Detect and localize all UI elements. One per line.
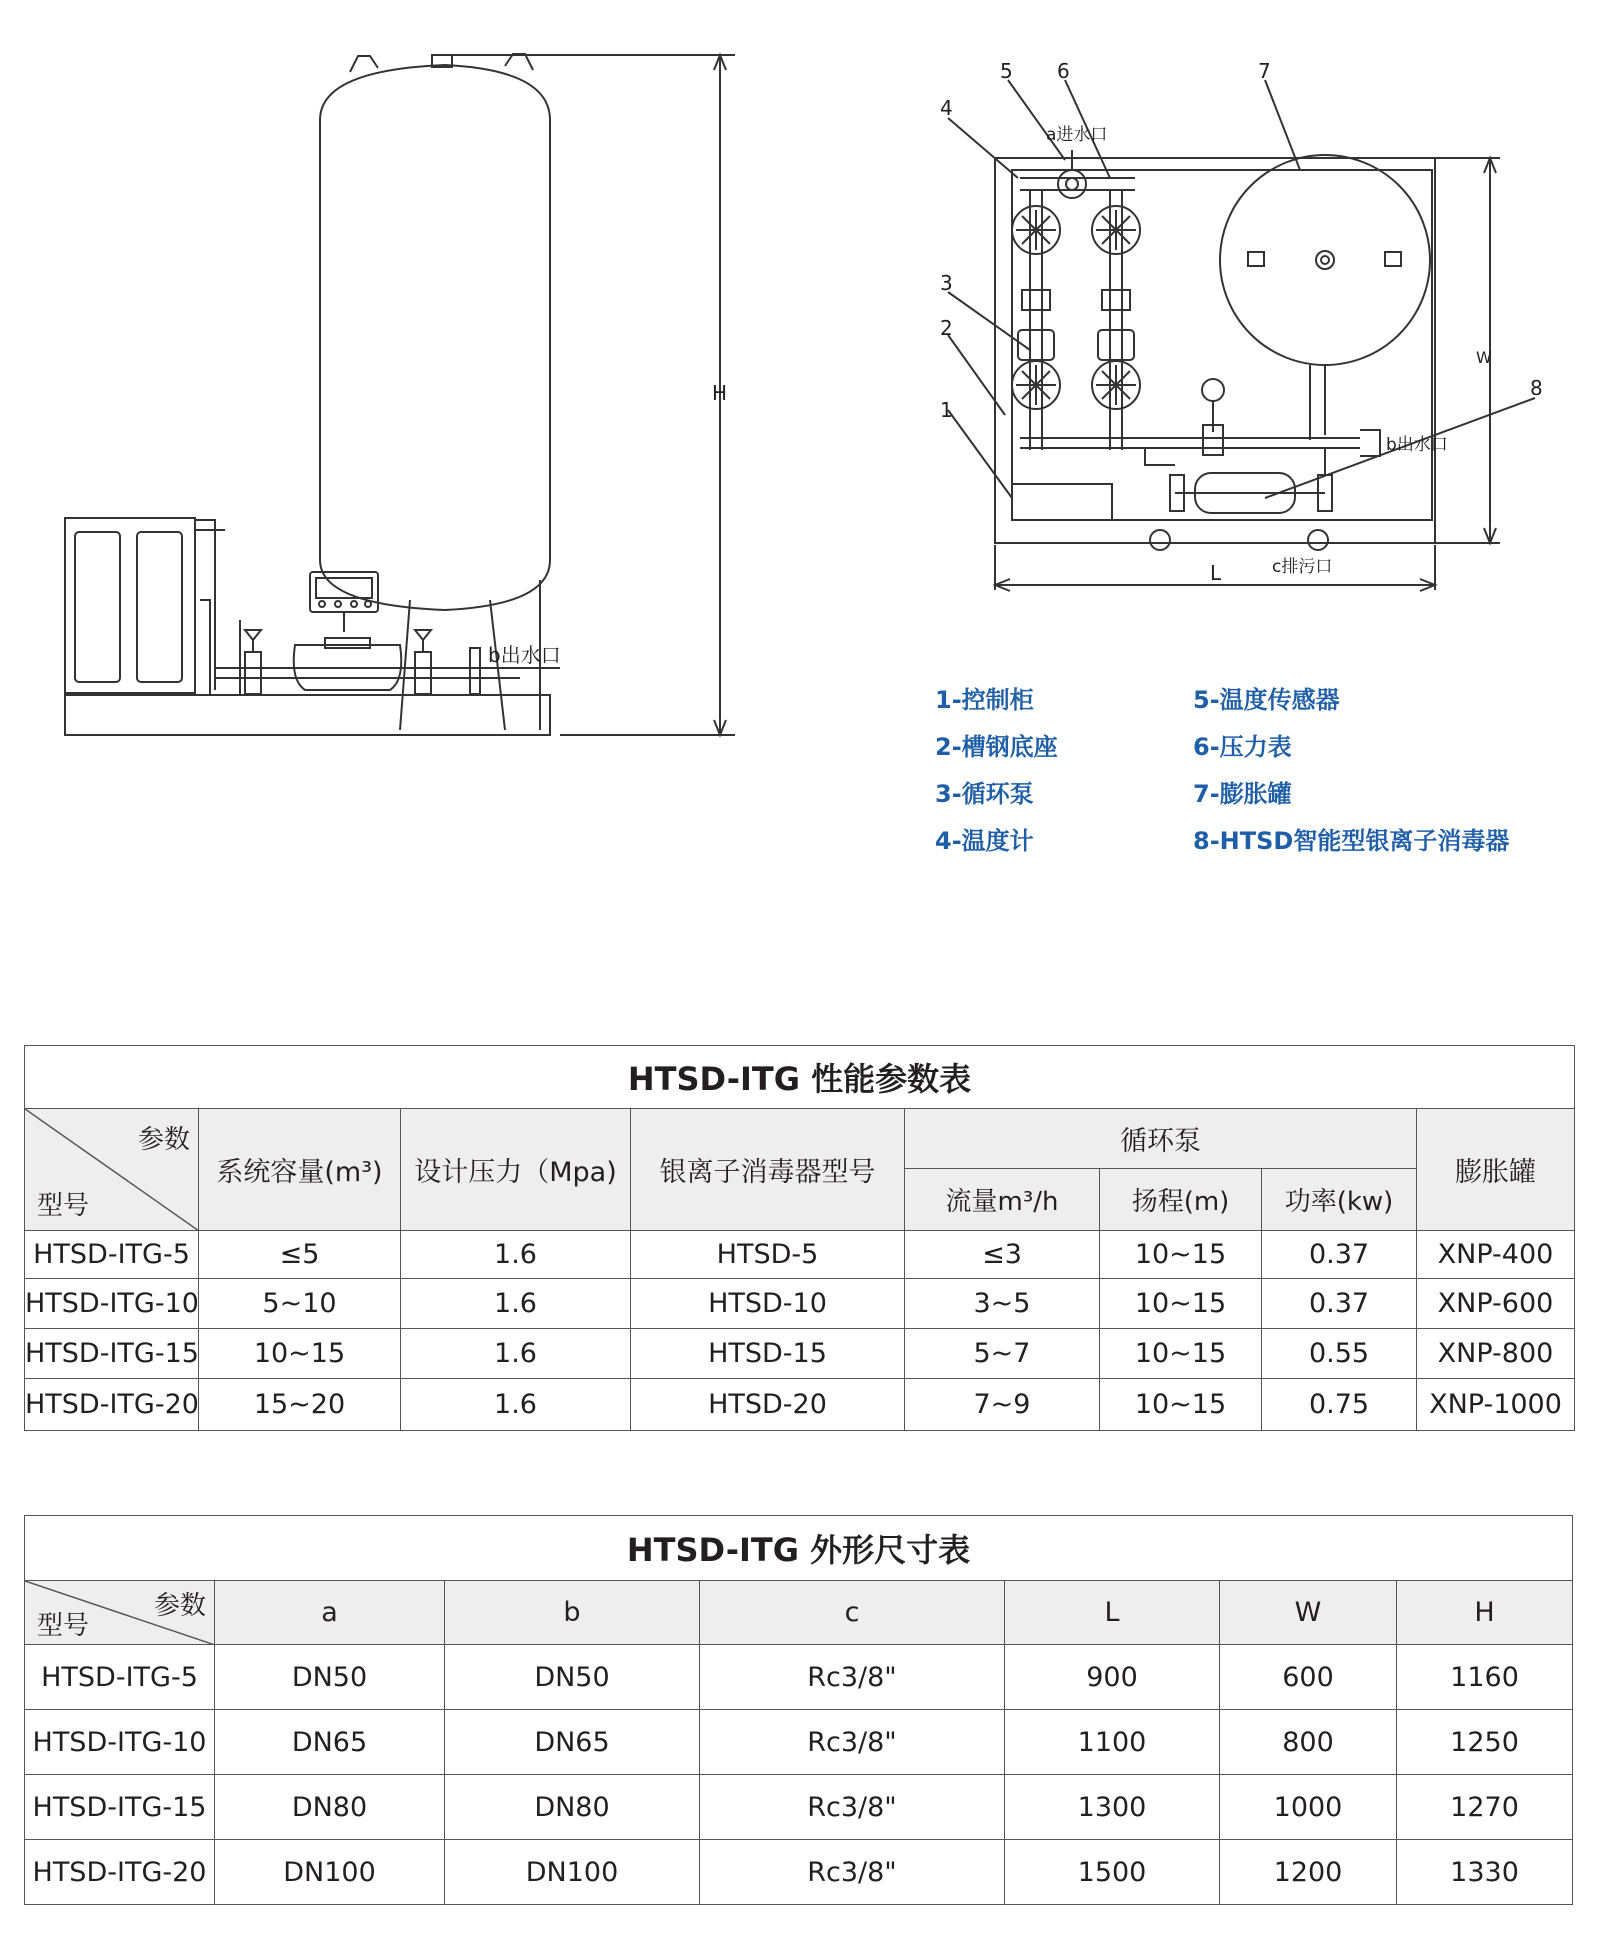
cell: 10~15 (199, 1329, 401, 1379)
table-row (25, 1775, 1573, 1840)
legend-item-6: 6-压力表 (1193, 733, 1292, 761)
performance-table-title: HTSD-ITG 性能参数表 (25, 1046, 1575, 1109)
cell: 3~5 (905, 1279, 1100, 1329)
cell: 10~15 (1100, 1231, 1262, 1279)
cell: ≤5 (199, 1231, 401, 1279)
legend-item-8: 8-HTSD智能型银离子消毒器 (1193, 827, 1510, 855)
cell: 5~10 (199, 1279, 401, 1329)
dimension-table (24, 1515, 1573, 1905)
header-pressure: 设计压力（Mpa) (401, 1109, 631, 1231)
table-row (25, 1840, 1573, 1905)
cell: XNP-1000 (1417, 1379, 1575, 1431)
inlet-label: a进水口 (1046, 125, 1108, 145)
legend-item-7: 7-膨胀罐 (1193, 780, 1292, 808)
cell: 1200 (1220, 1840, 1397, 1905)
cell: 1300 (1005, 1775, 1220, 1840)
header-flow: 流量m³/h (905, 1169, 1100, 1231)
table-row (25, 1279, 1575, 1329)
header-expansion-tank: 膨胀罐 (1417, 1109, 1575, 1231)
cell: HTSD-5 (631, 1231, 905, 1279)
legend-item-5: 5-温度传感器 (1193, 686, 1340, 714)
cell: 7~9 (905, 1379, 1100, 1431)
callout-4: 4 (940, 96, 953, 120)
cell: 5~7 (905, 1329, 1100, 1379)
table-row (25, 1231, 1575, 1279)
legend-item-2: 2-槽钢底座 (935, 733, 1058, 761)
side-outlet-label: b出水口 (488, 643, 561, 667)
dim-w-label: W (1476, 348, 1492, 367)
top-view (948, 80, 1535, 591)
header-a: a (215, 1581, 445, 1645)
cell: DN50 (445, 1645, 700, 1710)
cell: HTSD-ITG-10 (25, 1710, 215, 1775)
cell: 900 (1005, 1645, 1220, 1710)
cell: 10~15 (1100, 1379, 1262, 1431)
cell: HTSD-ITG-5 (25, 1231, 199, 1279)
cell: 1330 (1397, 1840, 1573, 1905)
cell: DN100 (215, 1840, 445, 1905)
cell: 0.75 (1262, 1379, 1417, 1431)
cell: DN65 (445, 1710, 700, 1775)
cell: HTSD-ITG-15 (25, 1775, 215, 1840)
dimension-table-title: HTSD-ITG 外形尺寸表 (25, 1516, 1573, 1581)
cell: 1500 (1005, 1840, 1220, 1905)
cell: 1.6 (401, 1231, 631, 1279)
side-view (65, 54, 735, 735)
cell: Rc3/8" (700, 1840, 1005, 1905)
callout-6: 6 (1057, 59, 1070, 83)
cell: 600 (1220, 1645, 1397, 1710)
top-outlet-label: b出水口 (1386, 435, 1448, 455)
table-row (25, 1710, 1573, 1775)
table-row (25, 1645, 1573, 1710)
cell: 0.37 (1262, 1231, 1417, 1279)
performance-table (24, 1045, 1575, 1431)
cell: 1100 (1005, 1710, 1220, 1775)
cell: 800 (1220, 1710, 1397, 1775)
cell: 1.6 (401, 1279, 631, 1329)
legend-item-1: 1-控制柜 (935, 686, 1034, 714)
dim-l-label: L (1210, 561, 1222, 585)
cell: Rc3/8" (700, 1710, 1005, 1775)
header-disinfector-model: 银离子消毒器型号 (631, 1109, 905, 1231)
drain-label: c排污口 (1272, 557, 1333, 577)
header-head: 扬程(m) (1100, 1169, 1262, 1231)
side-h-label: H (712, 381, 728, 405)
cell: HTSD-15 (631, 1329, 905, 1379)
cell: DN50 (215, 1645, 445, 1710)
cell: DN80 (215, 1775, 445, 1840)
cell: HTSD-ITG-10 (25, 1279, 199, 1329)
callout-7: 7 (1258, 59, 1271, 83)
header-pump: 循环泵 (905, 1109, 1417, 1169)
cell: DN80 (445, 1775, 700, 1840)
cell: 1250 (1397, 1710, 1573, 1775)
cell: ≤3 (905, 1231, 1100, 1279)
cell: 1160 (1397, 1645, 1573, 1710)
cell: HTSD-ITG-20 (25, 1379, 199, 1431)
dimension-corner-top: 参数 (153, 1591, 206, 1621)
cell: XNP-400 (1417, 1231, 1575, 1279)
table-row (25, 1329, 1575, 1379)
cell: HTSD-ITG-20 (25, 1840, 215, 1905)
header-w: W (1220, 1581, 1397, 1645)
header-capacity: 系统容量(m³) (199, 1109, 401, 1231)
cell: 0.55 (1262, 1329, 1417, 1379)
cell: XNP-600 (1417, 1279, 1575, 1329)
cell: HTSD-ITG-5 (25, 1645, 215, 1710)
cell: Rc3/8" (700, 1645, 1005, 1710)
cell: 10~15 (1100, 1329, 1262, 1379)
cell: Rc3/8" (700, 1775, 1005, 1840)
legend-item-4: 4-温度计 (935, 827, 1034, 855)
cell: DN100 (445, 1840, 700, 1905)
dimension-corner-bottom: 型号 (37, 1611, 90, 1641)
cell: 1270 (1397, 1775, 1573, 1840)
performance-corner-top: 参数 (137, 1125, 190, 1155)
header-h: H (1397, 1581, 1573, 1645)
cell: 1000 (1220, 1775, 1397, 1840)
cell: HTSD-20 (631, 1379, 905, 1431)
callout-1: 1 (940, 398, 953, 422)
cell: 10~15 (1100, 1279, 1262, 1329)
cell: 1.6 (401, 1379, 631, 1431)
header-power: 功率(kw) (1262, 1169, 1417, 1231)
performance-corner-bottom: 型号 (37, 1191, 90, 1221)
cell: XNP-800 (1417, 1329, 1575, 1379)
callout-2: 2 (940, 316, 953, 340)
cell: HTSD-ITG-15 (25, 1329, 199, 1379)
header-l: L (1005, 1581, 1220, 1645)
header-c: c (700, 1581, 1005, 1645)
cell: 1.6 (401, 1329, 631, 1379)
cell: 15~20 (199, 1379, 401, 1431)
cell: HTSD-10 (631, 1279, 905, 1329)
table-row (25, 1379, 1575, 1431)
dimension-corner-cell (25, 1581, 215, 1645)
cell: DN65 (215, 1710, 445, 1775)
cell: 0.37 (1262, 1279, 1417, 1329)
header-b: b (445, 1581, 700, 1645)
performance-corner-cell (25, 1109, 199, 1231)
callout-3: 3 (940, 271, 953, 295)
legend-item-3: 3-循环泵 (935, 780, 1034, 808)
technical-drawing (0, 0, 1600, 900)
callout-5: 5 (1000, 59, 1013, 83)
callout-8: 8 (1530, 376, 1543, 400)
